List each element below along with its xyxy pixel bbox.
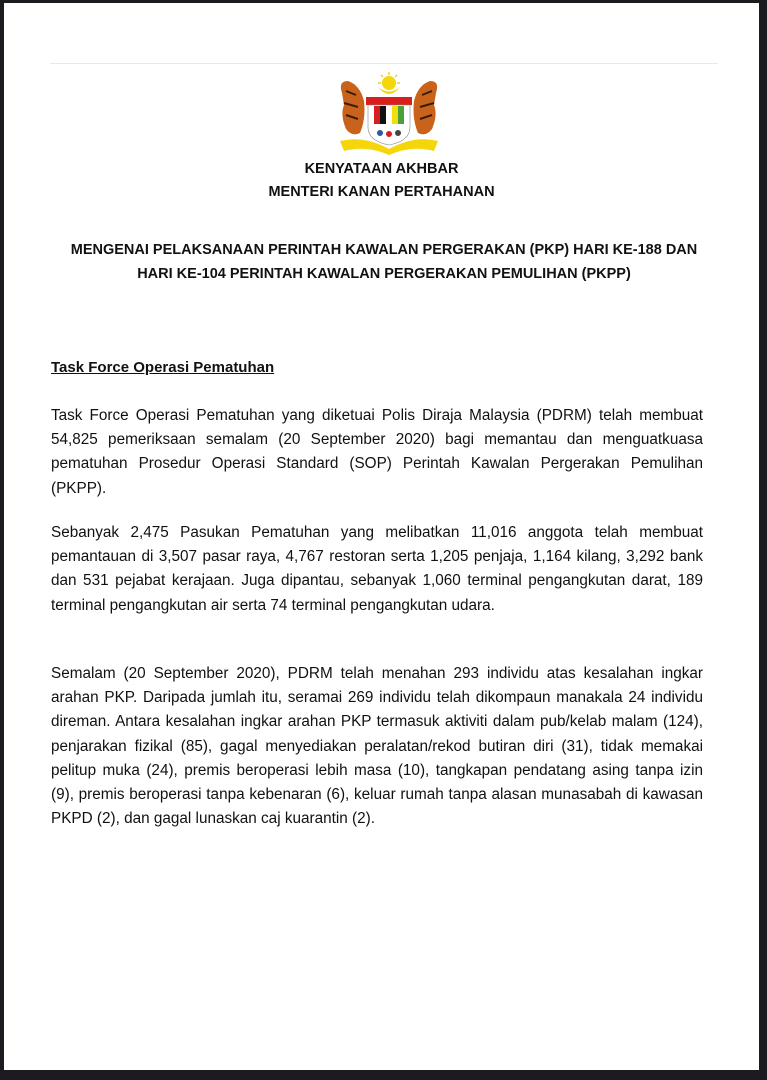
coat-of-arms-icon	[334, 71, 444, 157]
document-title: MENGENAI PELAKSANAAN PERINTAH KAWALAN PERGERAKAN (PKP) HARI KE-188 DAN HARI KE-104 PERINTAH KAWALAN PERGERAKAN PEMULIHAN (PKPP)	[70, 242, 698, 282]
section-heading: Task Force Operasi Pematuhan	[51, 359, 275, 376]
document-page	[4, 3, 759, 1070]
press-statement-heading: KENYATAAN AKHBAR	[304, 161, 459, 177]
paragraph: Semalam (20 September 2020), PDRM telah menahan 293 individu atas kesalahan ingkar arahan PKP. Daripada jumlah itu, seramai 269 individu telah dikompaun manakala 24 individu direman. Antara kesalahan ingkar arahan PKP termasuk aktiviti dalam pub/kelab malam (124), penjarakan fizikal (85), gagal menyediakan peralatan/rekod butiran diri (31), tidak memakai pelitup muka (24), premis beroperasi lebih masa (10), tangkapan pendatang asing tanpa izin (9), premis beroperasi tanpa kebenaran (6), keluar rumah tanpa alasan munasabah di kawasan PKPD (2), dan gagal lunaskan caj kuarantin (2).	[51, 665, 703, 828]
top-divider	[50, 63, 718, 64]
paragraph: Task Force Operasi Pematuhan yang diketuai Polis Diraja Malaysia (PDRM) telah membuat 54,825 pemeriksaan semalam (20 September 2020) bagi memantau dan menguatkuasa pematuhan Prosedur Operasi Standard (SOP) Perintah Kawalan Pergerakan Pemulihan (PKPP).	[51, 407, 703, 497]
paragraph: Sebanyak 2,475 Pasukan Pematuhan yang melibatkan 11,016 anggota telah membuat pemantauan di 3,507 pasar raya, 4,767 restoran serta 1,205 penjaja, 1,164 kilang, 3,292 bank dan 531 pejabat kerajaan. Juga dipantau, sebanyak 1,060 terminal pengangkutan darat, 189 terminal pengangkutan air serta 74 terminal pengangkutan udara.	[51, 524, 703, 614]
ministry-heading: MENTERI KANAN PERTAHANAN	[268, 184, 495, 200]
